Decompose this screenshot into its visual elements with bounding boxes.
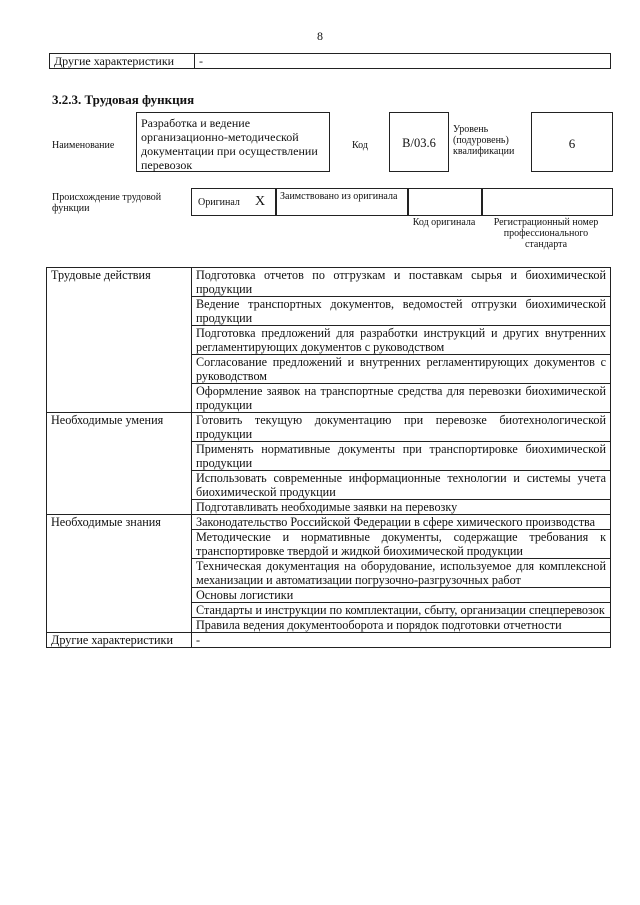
function-name-box [136, 112, 330, 172]
table-row [47, 633, 611, 648]
code-value: В/03.6 [402, 136, 436, 150]
list-item: Согласование предложений и внутренних регламентирующих документов с руководством [192, 355, 611, 384]
list-item: Готовить текущую документацию при перевозке биотехнологической продукции [192, 413, 611, 442]
table-row [47, 413, 611, 442]
section-title-skills: Необходимые умения [47, 413, 192, 515]
section-title: 3.2.3. Трудовая функция [52, 92, 195, 107]
list-item: Стандарты и инструкции по комплектации, сбыту, организации спецперевозок [192, 603, 611, 618]
borrowed-label: Заимствовано из оригинала [280, 191, 398, 202]
list-item: Законодательство Российской Федерации в сфере химического производства [192, 515, 611, 530]
other-characteristics-value: - [195, 54, 611, 69]
code-original-box [407, 188, 483, 216]
section-title-labor-actions: Трудовые действия [47, 268, 192, 413]
reg-number-label: Регистрационный номер профессионального стандарта [493, 217, 599, 250]
previous-other-characteristics-table [49, 53, 611, 69]
list-item: Основы логистики [192, 588, 611, 603]
page-number: 8 [317, 29, 323, 43]
code-label: Код [352, 140, 368, 151]
other-characteristics-label: Другие характеристики [47, 633, 192, 648]
original-box [191, 188, 277, 216]
section-title-knowledge: Необходимые знания [47, 515, 192, 633]
level-box [531, 112, 613, 172]
list-item: Ведение транспортных документов, ведомостей отгрузки биохимической продукции [192, 297, 611, 326]
list-item: Оформление заявок на транспортные средства для перевозки биохимической продукции [192, 384, 611, 413]
borrowed-box [275, 188, 409, 216]
reg-number-box [481, 188, 613, 216]
table-row [47, 515, 611, 530]
level-value: 6 [568, 136, 576, 151]
function-name: Разработка и ведение организационно-методической документации при осуществлении перевозок [141, 116, 318, 172]
code-original-label: Код оригинала [412, 217, 476, 228]
table-row [47, 268, 611, 297]
name-label: Наименование [52, 140, 115, 151]
code-box [389, 112, 449, 172]
list-item: Методические и нормативные документы, содержащие требования к транспортировке твердой и жидкой биохимической продукции [192, 530, 611, 559]
list-item: Подготовка отчетов по отгрузкам и поставкам сырья и биохимической продукции [192, 268, 611, 297]
original-mark: X [255, 194, 266, 209]
other-characteristics-label: Другие характеристики [50, 54, 195, 69]
level-label: Уровень (подуровень) квалификации [453, 124, 515, 157]
list-item: Правила ведения документооборота и порядок подготовки отчетности [192, 618, 611, 633]
list-item: Подготавливать необходимые заявки на перевозку [192, 500, 611, 515]
original-label: Оригинал [198, 197, 240, 208]
list-item: Подготовка предложений для разработки инструкций и других внутренних регламентирующих документов с руководством [192, 326, 611, 355]
labor-function-table [46, 267, 611, 648]
other-characteristics-value: - [192, 633, 611, 648]
list-item: Техническая документация на оборудование, используемое для комплексной механизации и автоматизации погрузочно-разгрузочных работ [192, 559, 611, 588]
origin-label: Происхождение трудовой функции [52, 192, 162, 214]
list-item: Использовать современные информационные технологии и системы учета биохимической продукции [192, 471, 611, 500]
list-item: Применять нормативные документы при транспортировке биохимической продукции [192, 442, 611, 471]
